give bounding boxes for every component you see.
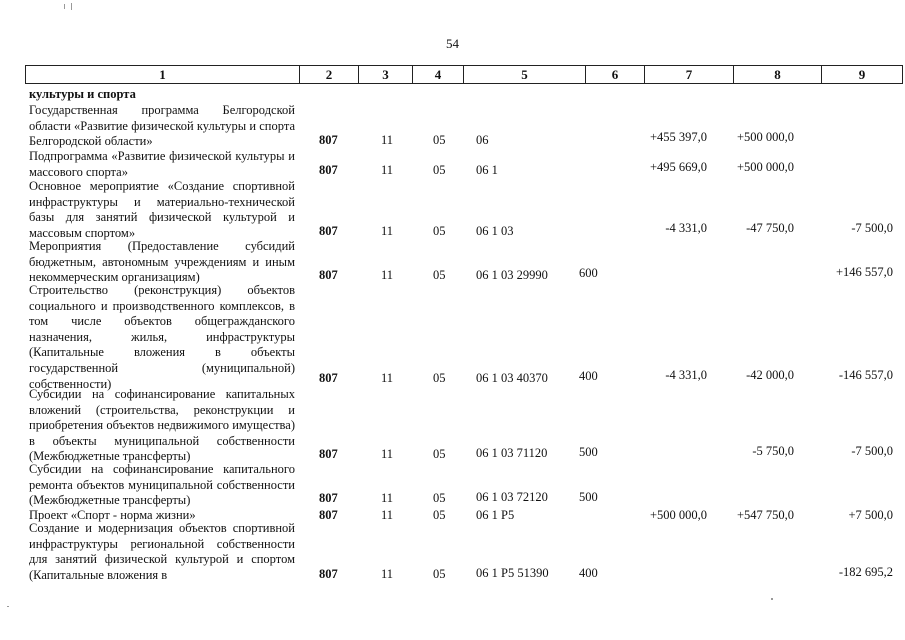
table-header — [25, 65, 903, 84]
row-pr: 05 — [433, 567, 446, 581]
row-csr: 06 1 03 40370 — [476, 371, 548, 385]
header-col-7: 7 — [645, 66, 734, 83]
row-value-8: -47 750,0 — [746, 221, 794, 235]
row-value-8: -42 000,0 — [746, 368, 794, 382]
row-value-9: +146 557,0 — [835, 265, 893, 279]
row-pr: 05 — [433, 163, 446, 177]
row-csr: 06 1 03 72120 — [476, 490, 548, 504]
row-value-9: +7 500,0 — [848, 508, 893, 522]
header-col-3: 3 — [359, 66, 413, 83]
row-description: Проект «Спорт - норма жизни» — [29, 508, 196, 522]
header-col-1: 1 — [26, 66, 300, 83]
row-value-9: -146 557,0 — [838, 368, 893, 382]
row-description: Государственная программа Белгородской области «Развитие физической культуры и спорта Белгородской области» — [29, 103, 295, 149]
header-col-8: 8 — [734, 66, 822, 83]
row-rz: 11 — [381, 268, 394, 282]
row-description: Подпрограмма «Развитие физической культуры и массового спорта» — [29, 149, 295, 179]
row-vr: 600 — [579, 266, 598, 280]
row-ved: 807 — [319, 447, 338, 461]
header-col-2: 2 — [300, 66, 359, 83]
header-col-4: 4 — [413, 66, 464, 83]
row-pr: 05 — [433, 447, 446, 461]
scan-mark-top2 — [71, 3, 72, 10]
row-csr: 06 1 — [476, 163, 498, 177]
row-ved: 807 — [319, 268, 338, 282]
row-csr: 06 1 P5 51390 — [476, 566, 549, 580]
row-rz: 11 — [381, 163, 394, 177]
row-description: Основное мероприятие «Создание спортивной инфраструктуры и материально-технической базы для занятий физической культурой и массовым спортом» — [29, 179, 295, 240]
row-pr: 05 — [433, 508, 446, 522]
row-ved: 807 — [319, 508, 338, 522]
row-value-8: +547 750,0 — [736, 508, 794, 522]
row-vr: 400 — [579, 566, 598, 580]
row-pr: 05 — [433, 133, 446, 147]
row-ved: 807 — [319, 133, 338, 147]
scan-dot — [771, 598, 773, 600]
row-rz: 11 — [381, 491, 394, 505]
row-ved: 807 — [319, 567, 338, 581]
row-value-7: +455 397,0 — [649, 130, 707, 144]
header-col-9: 9 — [858, 67, 866, 82]
section-title: культуры и спорта — [29, 87, 136, 101]
row-pr: 05 — [433, 224, 446, 238]
row-csr: 06 1 03 71120 — [476, 446, 548, 460]
row-description: Мероприятия (Предоставление субсидий бюджетным, автономным учреждениям и иным некоммерческим организациям) — [29, 239, 295, 285]
row-value-7: +495 669,0 — [649, 160, 707, 174]
header-col-6: 6 — [586, 66, 645, 83]
row-ved: 807 — [319, 491, 338, 505]
row-rz: 11 — [381, 133, 394, 147]
row-pr: 05 — [433, 268, 446, 282]
row-csr: 06 — [476, 133, 489, 147]
row-rz: 11 — [381, 371, 394, 385]
row-ved: 807 — [319, 371, 338, 385]
row-vr: 500 — [579, 445, 598, 459]
row-value-7: +500 000,0 — [649, 508, 707, 522]
row-csr: 06 1 P5 — [476, 508, 515, 522]
row-csr: 06 1 03 — [476, 224, 514, 238]
row-value-9: -7 500,0 — [851, 444, 893, 458]
row-value-7: -4 331,0 — [665, 368, 707, 382]
row-ved: 807 — [319, 163, 338, 177]
row-rz: 11 — [381, 224, 394, 238]
row-rz: 11 — [381, 508, 394, 522]
row-rz: 11 — [381, 447, 394, 461]
row-value-8: -5 750,0 — [752, 444, 794, 458]
row-csr: 06 1 03 29990 — [476, 268, 548, 282]
row-description: Создание и модернизация объектов спортивной инфраструктуры региональной собственности для занятий физической культурой и спортом (Капитальные вложения в — [29, 521, 295, 582]
row-ved: 807 — [319, 224, 338, 238]
row-value-9: -7 500,0 — [851, 221, 893, 235]
scan-dot — [7, 606, 9, 607]
header-col-5: 5 — [464, 66, 586, 83]
row-value-7: -4 331,0 — [665, 221, 707, 235]
row-pr: 05 — [433, 371, 446, 385]
row-value-9: -182 695,2 — [838, 565, 893, 579]
page-number: 54 — [446, 36, 459, 51]
row-description: Субсидии на софинансирование капитального ремонта объектов муниципальной собственности (Межбюджетные трансферты) — [29, 462, 295, 508]
scan-mark-top — [64, 4, 65, 9]
row-value-8: +500 000,0 — [736, 160, 794, 174]
row-value-8: +500 000,0 — [736, 130, 794, 144]
row-description: Строительство (реконструкция) объектов социального и производственного комплексов, в том числе объектов общегражданского назначения, жилья, инфраструктуры (Капитальные вложения в объекты государственной (муниципальной) собственности) — [29, 283, 295, 391]
row-vr: 400 — [579, 369, 598, 383]
row-description: Субсидии на софинансирование капитальных вложений (строительства, реконструкции и приобретения объектов недвижимого имущества) в объекты муниципальной собственности (Межбюджетные трансферты) — [29, 387, 295, 464]
row-rz: 11 — [381, 567, 394, 581]
row-vr: 500 — [579, 490, 598, 504]
row-pr: 05 — [433, 491, 446, 505]
